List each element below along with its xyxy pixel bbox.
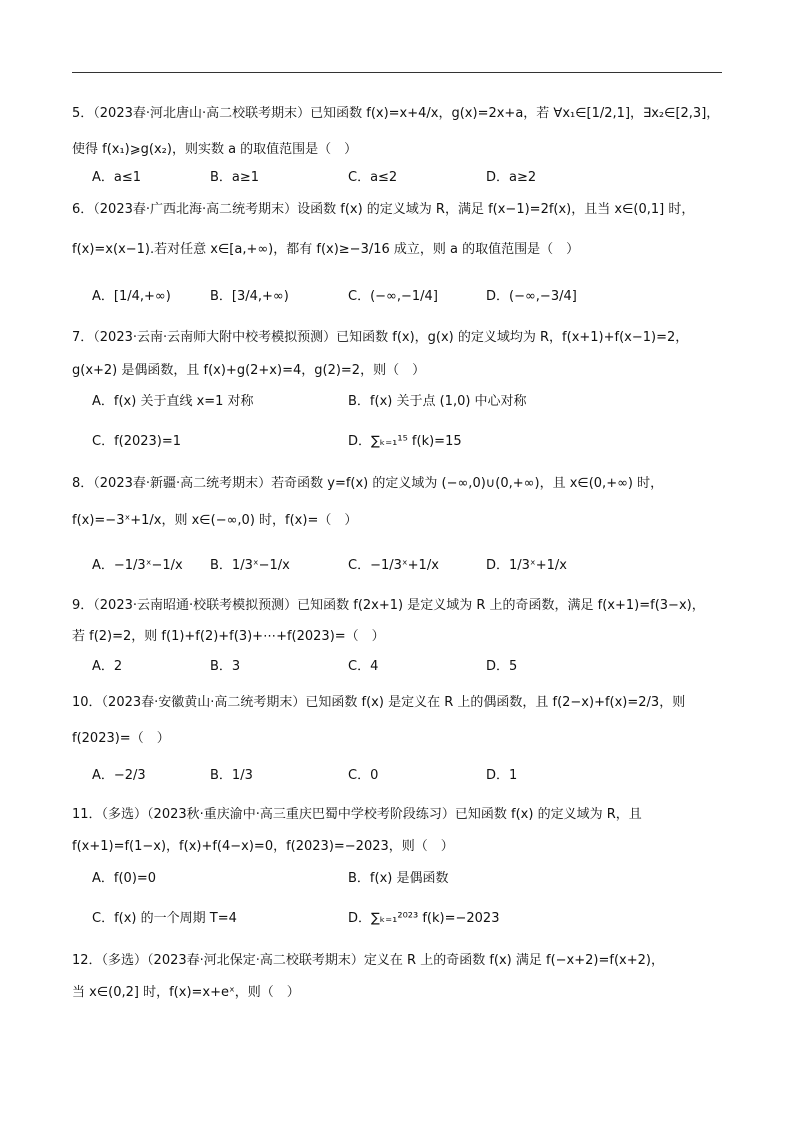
q7-option-b[interactable]: B．f(x) 关于点 (1,0) 中心对称	[348, 394, 527, 409]
q12-stem-line1: 12．（多选）（2023春·河北保定·高二校联考期末）定义在 R 上的奇函数 f(x) 满足 f(−x+2)=f(x+2)，	[72, 953, 664, 968]
q11-option-a[interactable]: A．f(0)=0	[92, 871, 157, 886]
q5-stem-line2: 使得 f(x₁)⩾g(x₂)，则实数 a 的取值范围是（ ）	[72, 142, 358, 157]
q10-option-d[interactable]: D．1	[486, 768, 518, 783]
q8-option-d[interactable]: D．1/3ˣ+1/x	[486, 558, 567, 573]
q6-option-c[interactable]: C．(−∞,−1/4]	[348, 289, 438, 304]
q6-option-b[interactable]: B．[3/4,+∞)	[210, 289, 289, 304]
q12-stem-line2: 当 x∈(0,2] 时，f(x)=x+eˣ，则（ ）	[72, 985, 300, 1000]
q8-option-c[interactable]: C．−1/3ˣ+1/x	[348, 558, 439, 573]
q8-option-b[interactable]: B．1/3ˣ−1/x	[210, 558, 290, 573]
q9-option-d[interactable]: D．5	[486, 659, 518, 674]
q5-option-b[interactable]: B．a≥1	[210, 170, 260, 185]
q5-stem-line1: 5．（2023春·河北唐山·高二校联考期末）已知函数 f(x)=x+4/x，g(x)=2x+a，若 ∀x₁∈[1/2,1]，∃x₂∈[2,3]，	[72, 106, 720, 121]
q9-option-b[interactable]: B．3	[210, 659, 241, 674]
q11-option-c[interactable]: C．f(x) 的一个周期 T=4	[92, 911, 237, 926]
q7-stem-line2: g(x+2) 是偶函数，且 f(x)+g(2+x)=4，g(2)=2，则（ ）	[72, 363, 426, 378]
q7-option-c[interactable]: C．f(2023)=1	[92, 434, 182, 449]
q7-option-a[interactable]: A．f(x) 关于直线 x=1 对称	[92, 394, 254, 409]
q9-stem-line1: 9．（2023·云南昭通·校联考模拟预测）已知函数 f(2x+1) 是定义域为 R 上的奇函数，满足 f(x+1)=f(3−x)，	[72, 598, 705, 613]
q7-option-d[interactable]: D．∑ₖ₌₁¹⁵ f(k)=15	[348, 434, 462, 449]
q6-stem-line2: f(x)=x(x−1).若对任意 x∈[a,+∞)，都有 f(x)≥−3/16 成立，则 a 的取值范围是（ ）	[72, 242, 580, 257]
header-rule	[72, 72, 722, 73]
q8-option-a[interactable]: A．−1/3ˣ−1/x	[92, 558, 183, 573]
q11-stem-line1: 11．（多选）（2023秋·重庆渝中·高三重庆巴蜀中学校考阶段练习）已知函数 f(x) 的定义域为 R，且	[72, 807, 642, 822]
q9-option-a[interactable]: A．2	[92, 659, 123, 674]
q10-option-c[interactable]: C．0	[348, 768, 379, 783]
q6-option-a[interactable]: A．[1/4,+∞)	[92, 289, 171, 304]
q10-option-a[interactable]: A．−2/3	[92, 768, 146, 783]
q5-option-d[interactable]: D．a≥2	[486, 170, 537, 185]
q9-option-c[interactable]: C．4	[348, 659, 379, 674]
q8-stem-line2: f(x)=−3ˣ+1/x，则 x∈(−∞,0) 时，f(x)=（ ）	[72, 513, 358, 528]
q5-option-a[interactable]: A．a≤1	[92, 170, 142, 185]
q10-stem-line2: f(2023)=（ ）	[72, 731, 170, 746]
q10-stem-line1: 10．（2023春·安徽黄山·高二统考期末）已知函数 f(x) 是定义在 R 上的偶函数，且 f(2−x)+f(x)=2/3，则	[72, 695, 686, 710]
q9-stem-line2: 若 f(2)=2，则 f(1)+f(2)+f(3)+⋯+f(2023)=（ ）	[72, 629, 385, 644]
q10-option-b[interactable]: B．1/3	[210, 768, 253, 783]
q11-stem-line2: f(x+1)=f(1−x)，f(x)+f(4−x)=0，f(2023)=−2023，则（ ）	[72, 839, 454, 854]
q11-option-d[interactable]: D．∑ₖ₌₁²⁰²³ f(k)=−2023	[348, 911, 500, 926]
q6-stem-line1: 6．（2023春·广西北海·高二统考期末）设函数 f(x) 的定义域为 R，满足 f(x−1)=2f(x)，且当 x∈(0,1] 时，	[72, 202, 695, 217]
q7-stem-line1: 7．（2023·云南·云南师大附中校考模拟预测）已知函数 f(x)，g(x) 的定义域均为 R，f(x+1)+f(x−1)=2，	[72, 330, 689, 345]
q11-option-b[interactable]: B．f(x) 是偶函数	[348, 871, 449, 886]
q6-option-d[interactable]: D．(−∞,−3/4]	[486, 289, 577, 304]
q5-option-c[interactable]: C．a≤2	[348, 170, 398, 185]
q8-stem-line1: 8．（2023春·新疆·高二统考期末）若奇函数 y=f(x) 的定义域为 (−∞,0)∪(0,+∞)，且 x∈(0,+∞) 时，	[72, 476, 664, 491]
